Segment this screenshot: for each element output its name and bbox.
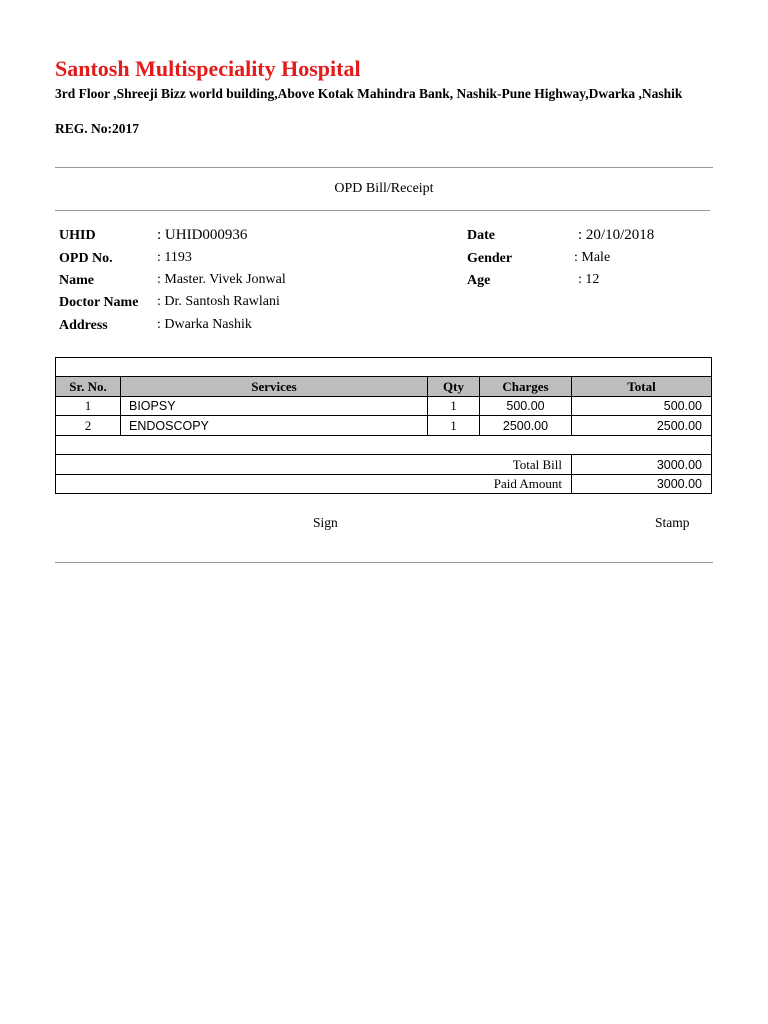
col-header-charges: Charges — [479, 376, 572, 397]
col-header-total: Total — [571, 376, 712, 397]
total-bill-label: Total Bill — [55, 454, 572, 475]
address-label: Address — [59, 318, 108, 333]
col-header-sr-no: Sr. No. — [55, 376, 121, 397]
receipt-title: OPD Bill/Receipt — [334, 181, 434, 196]
row-1-charges: 500.00 — [479, 396, 572, 416]
sign-label: Sign — [313, 515, 338, 530]
gender-label: Gender — [467, 251, 513, 266]
stamp-label: Stamp — [655, 515, 690, 530]
footer-divider — [55, 562, 713, 563]
date-value: : 20/10/2018 — [578, 227, 655, 243]
header-divider — [55, 167, 713, 168]
paid-amount-value: 3000.00 — [571, 474, 712, 494]
col-header-services: Services — [120, 376, 428, 397]
name-value: : Master. Vivek Jonwal — [157, 272, 286, 287]
registration-number: REG. No:2017 — [55, 121, 139, 136]
uhid-label: UHID — [59, 228, 96, 243]
gender-value: : Male — [574, 250, 611, 265]
address-value: : Dwarka Nashik — [157, 317, 252, 332]
name-label: Name — [59, 273, 94, 288]
hospital-name: Santosh Multispeciality Hospital — [55, 56, 361, 81]
date-label: Date — [467, 228, 495, 243]
total-bill-value: 3000.00 — [571, 454, 712, 475]
title-divider — [55, 210, 710, 211]
row-2-qty: 1 — [427, 415, 480, 436]
row-1-qty: 1 — [427, 396, 480, 416]
age-label: Age — [467, 273, 491, 288]
row-2-service: ENDOSCOPY — [120, 415, 428, 436]
hospital-address: 3rd Floor ,Shreeji Bizz world building,Above Kotak Mahindra Bank, Nashik-Pune Highway,Dwarka ,Nashik — [55, 86, 683, 101]
age-value: : 12 — [578, 272, 600, 287]
row-1-service: BIOPSY — [120, 396, 428, 416]
opd-value: : 1193 — [157, 250, 192, 265]
paid-amount-label: Paid Amount — [55, 474, 572, 494]
row-1-total: 500.00 — [571, 396, 712, 416]
doctor-name-label: Doctor Name — [59, 295, 139, 310]
col-header-qty: Qty — [427, 376, 480, 397]
doctor-name-value: : Dr. Santosh Rawlani — [157, 294, 280, 309]
row-2-charges: 2500.00 — [479, 415, 572, 436]
row-1-sr-no: 1 — [55, 396, 121, 416]
row-2-sr-no: 2 — [55, 415, 121, 436]
row-2-total: 2500.00 — [571, 415, 712, 436]
opd-label: OPD No. — [59, 251, 113, 266]
uhid-value: : UHID000936 — [157, 227, 248, 243]
